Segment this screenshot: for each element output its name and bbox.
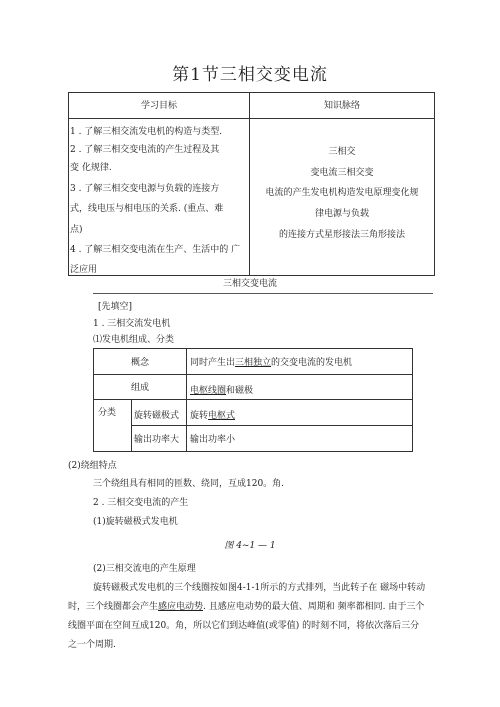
composition-value: 电枢线圈和磁极 [190,386,254,396]
goal-line: 1 . 了解三相交流发电机的构造与类型. [70,127,223,137]
section-label: [先填空] [98,302,133,312]
table-divider [131,425,412,426]
subheading-2-1: (1)旋转磁极式发电机 [93,517,178,527]
heading-2: 2 . 三相交变电流的产生 [93,498,189,508]
body-line: 线圈平面在空间互成120。角，所以它们到达峰值(或零值) 的时刻不同，将依次落后三分 [68,621,420,631]
table-divider [186,349,187,451]
objectives-table [68,92,435,276]
goal-line: 4 . 了解三相交变电流在生产、生活中的 广 [70,245,241,255]
subheading-2-2: (2)三相交流电的产生原理 [93,564,196,574]
concept-value: 同时产生出三相独立的交变电流的发电机 [190,358,353,368]
context-line: 电流的产生发电机构造发电原理变化规 [265,188,419,198]
table-divider [249,93,250,275]
goal-line: 变 化规律. [70,163,112,173]
context-line: 三相交 [328,147,356,157]
context-line: 的连接方式星形接法三角形接法 [278,230,405,240]
figure-caption: 图 4~1 — 1 [224,541,276,551]
divider-rule [93,293,433,294]
goal-line: 泛应用 [70,265,98,275]
row-label-composition: 组成 [130,383,149,393]
goal-line: 式，线电压与相电压的关系. (重点、难 [70,204,224,214]
low-output-power: 输出功率小 [190,435,236,445]
high-output-power: 输出功率大 [134,435,180,445]
rotating-armature-type: 旋转电枢式 [190,411,236,421]
subheading-1-1: ⑴发电机组成、分类 [93,335,175,345]
goal-line: 3 . 了解三相交变电源与负载的连接方 [70,184,220,194]
header-knowledge-context: 知识脉络 [323,101,360,111]
rotating-pole-type: 旋转磁极式 [134,411,180,421]
row-label-category: 分类 [98,408,117,418]
body-line: 时，三个线圈都会产生感应电动势. 且感应电动势的最大值、周期和 频率都相同. 由于三个 [68,602,425,612]
header-learning-goals: 学习目标 [140,101,177,111]
goal-line: 2 . 了解三相交变电流的产生过程及其 [70,145,220,155]
subheading-1-2: (2)绕组特点 [68,461,117,471]
section-caption: 三相交变电流 [222,279,277,289]
goal-line: 点) [70,225,83,235]
body-line: 之一个周期. [68,640,116,650]
heading-1: 1 . 三相交流发电机 [93,319,171,329]
table-divider [69,118,434,119]
table-divider [94,399,412,400]
context-line: 变电流三相交变 [310,168,374,178]
table-divider [94,374,412,375]
generator-table [93,348,413,452]
context-line: 律电源与负载 [314,209,369,219]
body-line: 旋转磁极式发电机的三个线圈按如图4-1-1所示的方式排列，当此转子在 磁场中转动 [93,583,426,593]
page-title: 第1节三相交变电流 [172,65,328,85]
paragraph-winding: 三个绕组具有相同的匝数、绕同，互成120。角. [93,479,285,489]
row-label-concept: 概念 [130,358,149,368]
